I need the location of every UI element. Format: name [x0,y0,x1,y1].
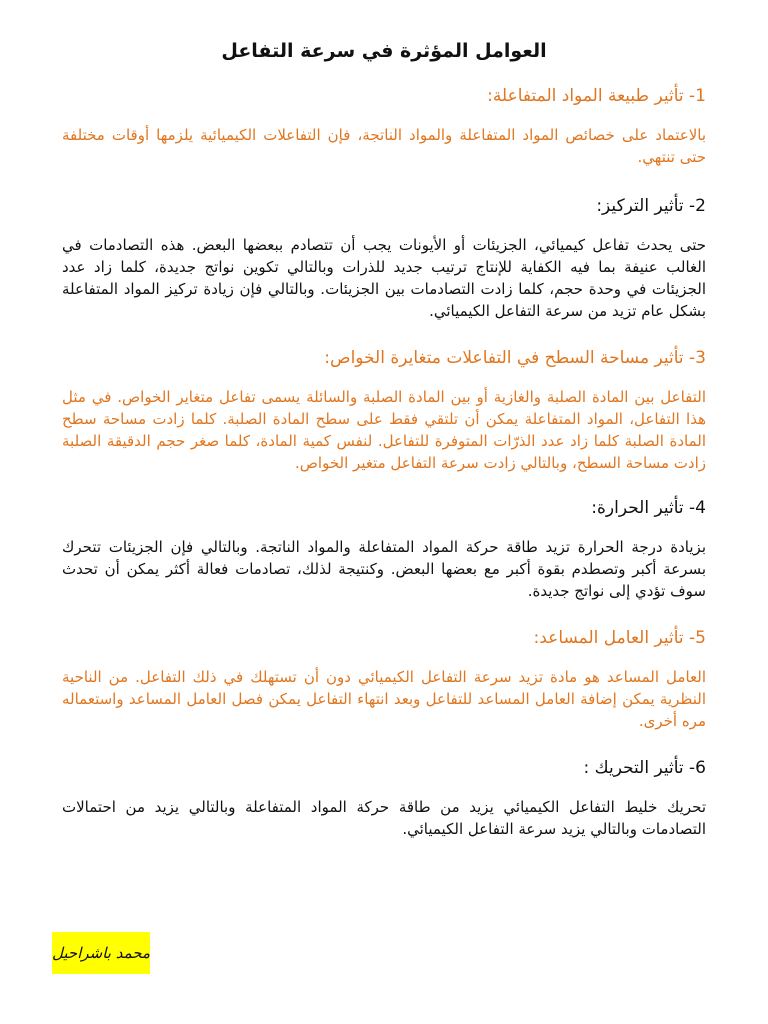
section-body: بزيادة درجة الحرارة تزيد طاقة حركة المواد المتفاعلة والمواد الناتجة. وبالتالي فإن الجزيئات تتحرك بسرعة أكبر وتصطدم بقوة أكبر مع بعضها البعض. وكنتيجة لذلك، تصادمات فعالة أكثر يمكن أن تحدث سوف تؤدي إلى نواتج جديدة. [62,538,706,600]
section-temperature [62,496,706,602]
section-surface-area [62,346,706,474]
section-concentration [62,194,706,322]
section-body: تحريك خليط التفاعل الكيميائي يزيد من طاقة حركة المواد المتفاعلة وبالتالي يزيد من احتمالات التصادمات وبالتالي يزيد سرعة التفاعل الكيميائي. [62,798,706,838]
section-nature-of-reactants [62,84,706,168]
section-heading: 4- تأثير الحرارة: [591,498,706,518]
section-stirring [62,756,706,840]
section-heading: 3- تأثير مساحة السطح في التفاعلات متغايرة الخواص: [324,348,706,368]
section-heading: 1- تأثير طبيعة المواد المتفاعلة: [487,86,706,106]
section-heading: 6- تأثير التحريك : [583,758,706,778]
section-catalyst [62,626,706,732]
author-signature: محمد باشراحيل [52,932,150,974]
document-title: العوامل المؤثرة في سرعة التفاعل [221,40,547,62]
section-heading: 5- تأثير العامل المساعد: [533,628,706,648]
section-heading: 2- تأثير التركيز: [596,196,706,216]
section-body: بالاعتماد على خصائص المواد المتفاعلة والمواد الناتجة، فإن التفاعلات الكيميائية يلزمها أوقات مختلفة حتى تنتهي. [62,126,706,166]
section-body: حتى يحدث تفاعل كيميائي، الجزيئات أو الأيونات يجب أن تتصادم ببعضها البعض. هذه التصادمات في الغالب عنيفة بما فيه الكفاية للإنتاج ترتيب جديد للذرات وبالتالي تكوين نواتج جديدة، كلما زاد عدد الجزيئات في وحدة حجم، كلما زادت التصادمات بين الجزيئات. وبالتالي فإن زيادة تركيز المواد المتفاعلة بشكل عام تزيد من سرعة التفاعل الكيميائي. [62,236,706,320]
section-body: التفاعل بين المادة الصلبة والغازية أو بين المادة الصلبة والسائلة يسمى تفاعل متغاير الخواص. في مثل هذا التفاعل، المواد المتفاعلة يمكن أن تلتقي فقط على سطح المادة الصلبة. كلما زادت مساحة سطح المادة الصلبة كلما زاد عدد الذرّات المتوفرة للتفاعل. لنفس كمية المادة، كلما صغر حجم الدقيقة الصلبة زادت مساحة السطح، وبالتالي زادت سرعة التفاعل متغير الخواص. [62,388,706,472]
section-body: العامل المساعد هو مادة تزيد سرعة التفاعل الكيميائي دون أن تستهلك في ذلك التفاعل. من الناحية النظرية يمكن إضافة العامل المساعد للتفاعل وبعد انتهاء التفاعل يمكن فصل العامل المساعد واستعماله مره أخرى. [62,668,706,730]
